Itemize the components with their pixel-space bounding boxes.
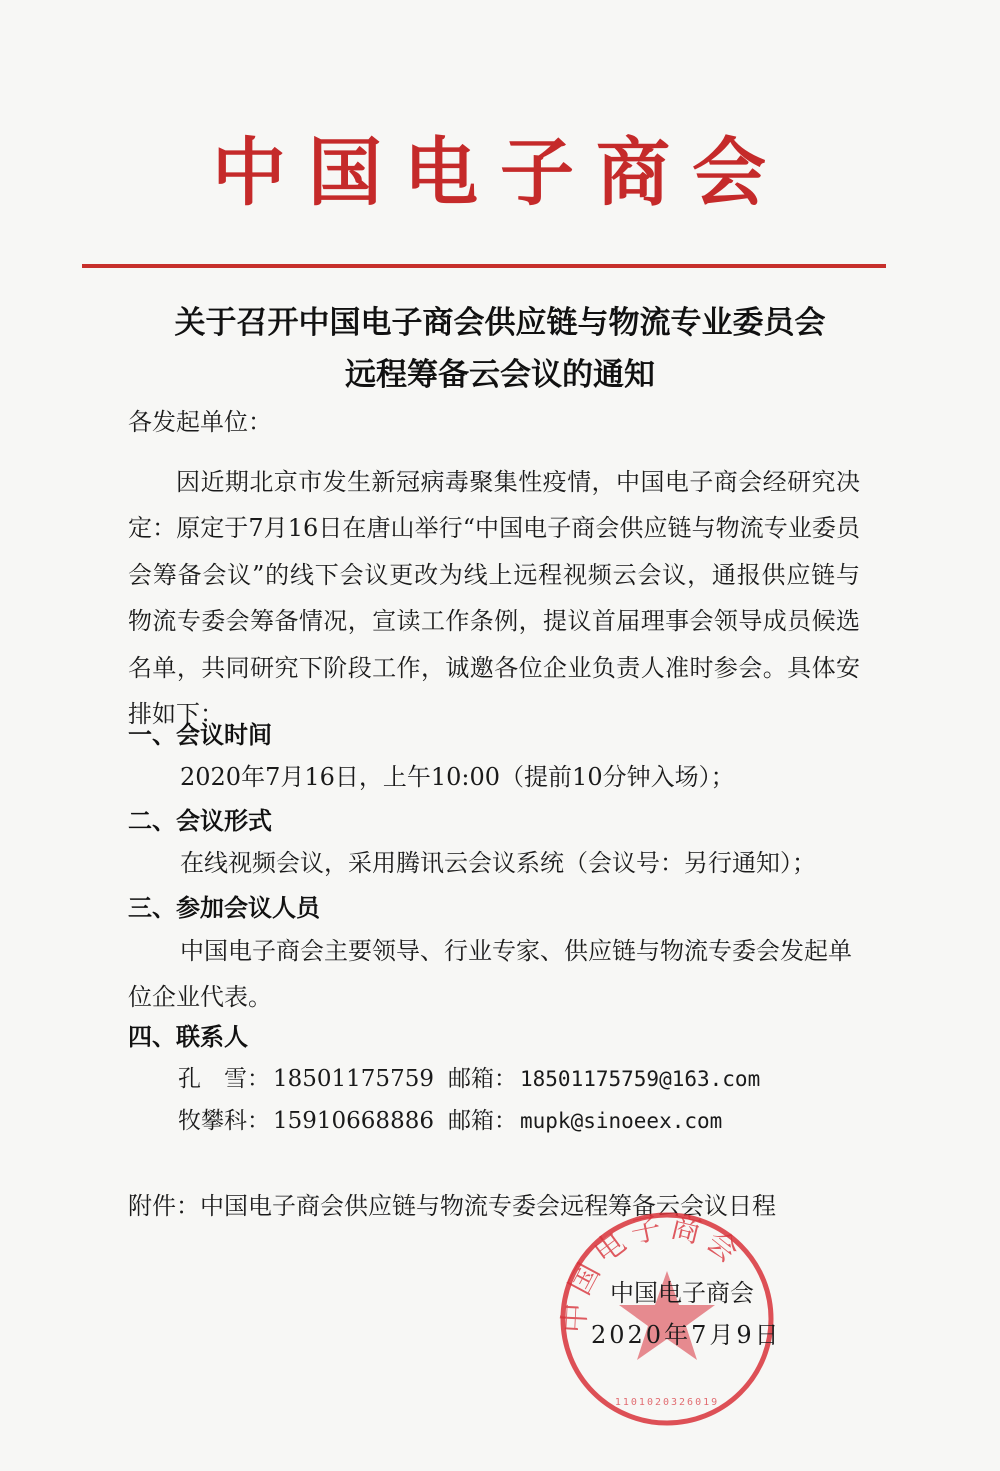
svg-text:中国电子商会: 中国电子商会 (557, 1209, 750, 1334)
section-content-format: 在线视频会议，采用腾讯云会议系统（会议号：另行通知）； (180, 849, 816, 877)
contact-phone: 15910668886 (273, 1108, 434, 1134)
contact-email: mupk@sinoeex.com (520, 1109, 723, 1133)
section-heading-attendees: 三、参加会议人员 (128, 894, 320, 922)
notice-title-line1: 关于召开中国电子商会供应链与物流专业委员会 (174, 305, 826, 341)
section-content-time: 2020年7月16日，上午10:00（提前10分钟入场）； (180, 763, 735, 791)
contact-email-label: 邮箱： (448, 1066, 517, 1092)
contact-email-label: 邮箱： (448, 1108, 517, 1134)
letterhead-red-rule (82, 264, 886, 268)
contact-email: 18501175759@163.com (520, 1067, 761, 1091)
salutation: 各发起单位： (128, 408, 272, 436)
contact-phone: 18501175759 (273, 1066, 434, 1092)
intro-paragraph: 因近期北京市发生新冠病毒聚集性疫情，中国电子商会经研究决定：原定于7月16日在唐山举行“中国电子商会供应链与物流专业委员会筹备会议”的线下会议更改为线上远程视频云会议，通报供应链与物流专委会筹备情况，宣读工作条例，提议首届理事会领导成员候选名单，共同研究下阶段工作，诚邀各位企业负责人准时参会。具体安排如下： (128, 468, 860, 729)
signature-date: 2020年7月9日 (591, 1321, 782, 1349)
section-heading-time: 一、会议时间 (128, 721, 272, 749)
notice-title-line2: 远程筹备云会议的通知 (345, 357, 655, 393)
org-letterhead: 中国电子商会 (212, 130, 788, 216)
contact-name: 孔 雪： (178, 1066, 270, 1092)
attachment-note: 附件：中国电子商会供应链与物流专委会远程筹备云会议日程 (128, 1192, 776, 1220)
section-heading-contacts: 四、联系人 (128, 1023, 248, 1051)
contact-row (178, 1104, 722, 1138)
contact-name: 牧攀科： (178, 1108, 270, 1134)
svg-text:1101020326019: 1101020326019 (614, 1397, 720, 1408)
contact-row (178, 1062, 760, 1096)
section-content-attendees: 中国电子商会主要领导、行业专家、供应链与物流专委会发起单位企业代表。 (128, 937, 852, 1011)
section-heading-format: 二、会议形式 (128, 807, 272, 835)
signature-org: 中国电子商会 (610, 1279, 754, 1307)
